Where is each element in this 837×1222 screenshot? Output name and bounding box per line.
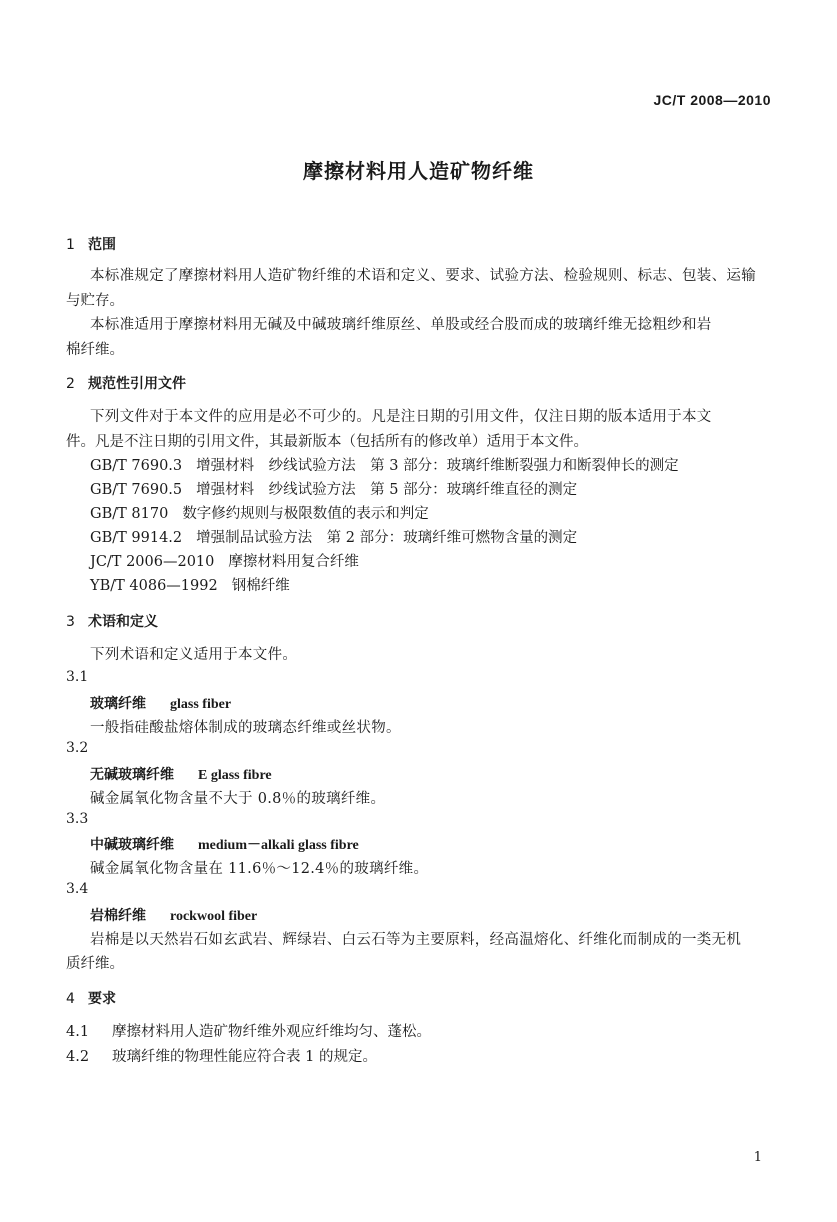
reference-item xyxy=(90,550,359,571)
reference-title: 摩擦材料用复合纤维 xyxy=(228,554,359,570)
reference-code: GB/T 7690.5 xyxy=(90,482,183,498)
page-title: 摩擦材料用人造矿物纤维 xyxy=(303,159,534,183)
section-title: 范围 xyxy=(88,237,116,253)
reference-code: GB/T 9914.2 xyxy=(90,530,183,546)
reference-code: GB/T 8170 xyxy=(90,506,169,522)
reference-code: YB/T 4086—1992 xyxy=(90,578,218,594)
term-definition: 碱金属氧化物含量在 11.6％～12.4％的玻璃纤维。 xyxy=(90,861,429,877)
paragraph-line: 本标准规定了摩擦材料用人造矿物纤维的术语和定义、要求、试验方法、检验规则、标志、包装、运输 xyxy=(90,268,756,284)
clause-number: 4.2 xyxy=(66,1049,90,1065)
term-entry xyxy=(90,764,272,784)
term-cn: 无碱玻璃纤维 xyxy=(90,767,174,783)
term-definition: 一般指硅酸盐熔体制成的玻璃态纤维或丝状物。 xyxy=(90,720,401,736)
section-title: 术语和定义 xyxy=(88,614,158,630)
section-number: 3 xyxy=(66,614,75,630)
requirement-item xyxy=(66,1020,431,1041)
reference-code: JC/T 2006—2010 xyxy=(90,554,215,570)
reference-item xyxy=(90,502,429,523)
clause-number: 3.3 xyxy=(66,811,89,827)
reference-code: GB/T 7690.3 xyxy=(90,458,183,474)
requirement-text: 摩擦材料用人造矿物纤维外观应纤维均匀、蓬松。 xyxy=(112,1024,431,1040)
paragraph-line: 与贮存。 xyxy=(66,293,124,309)
term-definition: 碱金属氧化物含量不大于 0.8％的玻璃纤维。 xyxy=(90,791,386,807)
clause-number: 3.1 xyxy=(66,669,89,685)
term-en: glass fiber xyxy=(170,697,232,712)
term-entry xyxy=(90,905,257,925)
section-title: 规范性引用文件 xyxy=(88,376,186,392)
section-heading-requirements xyxy=(66,988,116,1008)
requirement-text: 玻璃纤维的物理性能应符合表 1 的规定。 xyxy=(112,1049,377,1065)
clause-number: 4.1 xyxy=(66,1024,90,1040)
requirement-item xyxy=(66,1045,377,1066)
section-number: 4 xyxy=(66,991,75,1007)
term-en: E glass fibre xyxy=(198,768,272,783)
standard-code: JC/T 2008—2010 xyxy=(653,92,771,108)
clause-number: 3.2 xyxy=(66,740,89,756)
section-heading-references xyxy=(66,373,186,393)
section-number: 1 xyxy=(66,237,75,253)
term-cn: 中碱玻璃纤维 xyxy=(90,837,174,853)
section-title: 要求 xyxy=(88,991,116,1007)
paragraph-line: 本标准适用于摩擦材料用无碱及中碱玻璃纤维原丝、单股或经合股而成的玻璃纤维无捻粗纱和岩 xyxy=(90,317,712,333)
section-heading-terms xyxy=(66,611,158,631)
section-number: 2 xyxy=(66,376,75,392)
section-heading-scope xyxy=(66,234,116,254)
term-en: medium－alkali glass fibre xyxy=(198,838,359,853)
reference-title: 增强制品试验方法 第 2 部分：玻璃纤维可燃物含量的测定 xyxy=(196,530,578,546)
term-cn: 玻璃纤维 xyxy=(90,696,146,712)
reference-title: 数字修约规则与极限数值的表示和判定 xyxy=(182,506,429,522)
page-number: 1 xyxy=(753,1150,762,1165)
term-entry xyxy=(90,693,231,713)
paragraph-line: 棉纤维。 xyxy=(66,342,124,358)
term-en: rockwool fiber xyxy=(170,909,258,924)
term-definition: 质纤维。 xyxy=(66,956,124,972)
reference-item xyxy=(90,478,577,499)
term-entry xyxy=(90,834,359,854)
reference-item xyxy=(90,454,679,475)
paragraph-line: 下列术语和定义适用于本文件。 xyxy=(90,647,298,663)
reference-item xyxy=(90,574,290,595)
reference-title: 增强材料 纱线试验方法 第 5 部分：玻璃纤维直径的测定 xyxy=(196,482,578,498)
paragraph-line: 下列文件对于本文件的应用是必不可少的。凡是注日期的引用文件，仅注日期的版本适用于本文 xyxy=(90,409,712,425)
reference-item xyxy=(90,526,577,547)
term-cn: 岩棉纤维 xyxy=(90,908,146,924)
term-definition: 岩棉是以天然岩石如玄武岩、辉绿岩、白云石等为主要原料，经高温熔化、纤维化而制成的一类无机 xyxy=(90,932,742,948)
clause-number: 3.4 xyxy=(66,881,89,897)
paragraph-line: 件。凡是不注日期的引用文件，其最新版本（包括所有的修改单）适用于本文件。 xyxy=(66,434,588,450)
reference-title: 钢棉纤维 xyxy=(231,578,290,594)
reference-title: 增强材料 纱线试验方法 第 3 部分：玻璃纤维断裂强力和断裂伸长的测定 xyxy=(196,458,679,474)
